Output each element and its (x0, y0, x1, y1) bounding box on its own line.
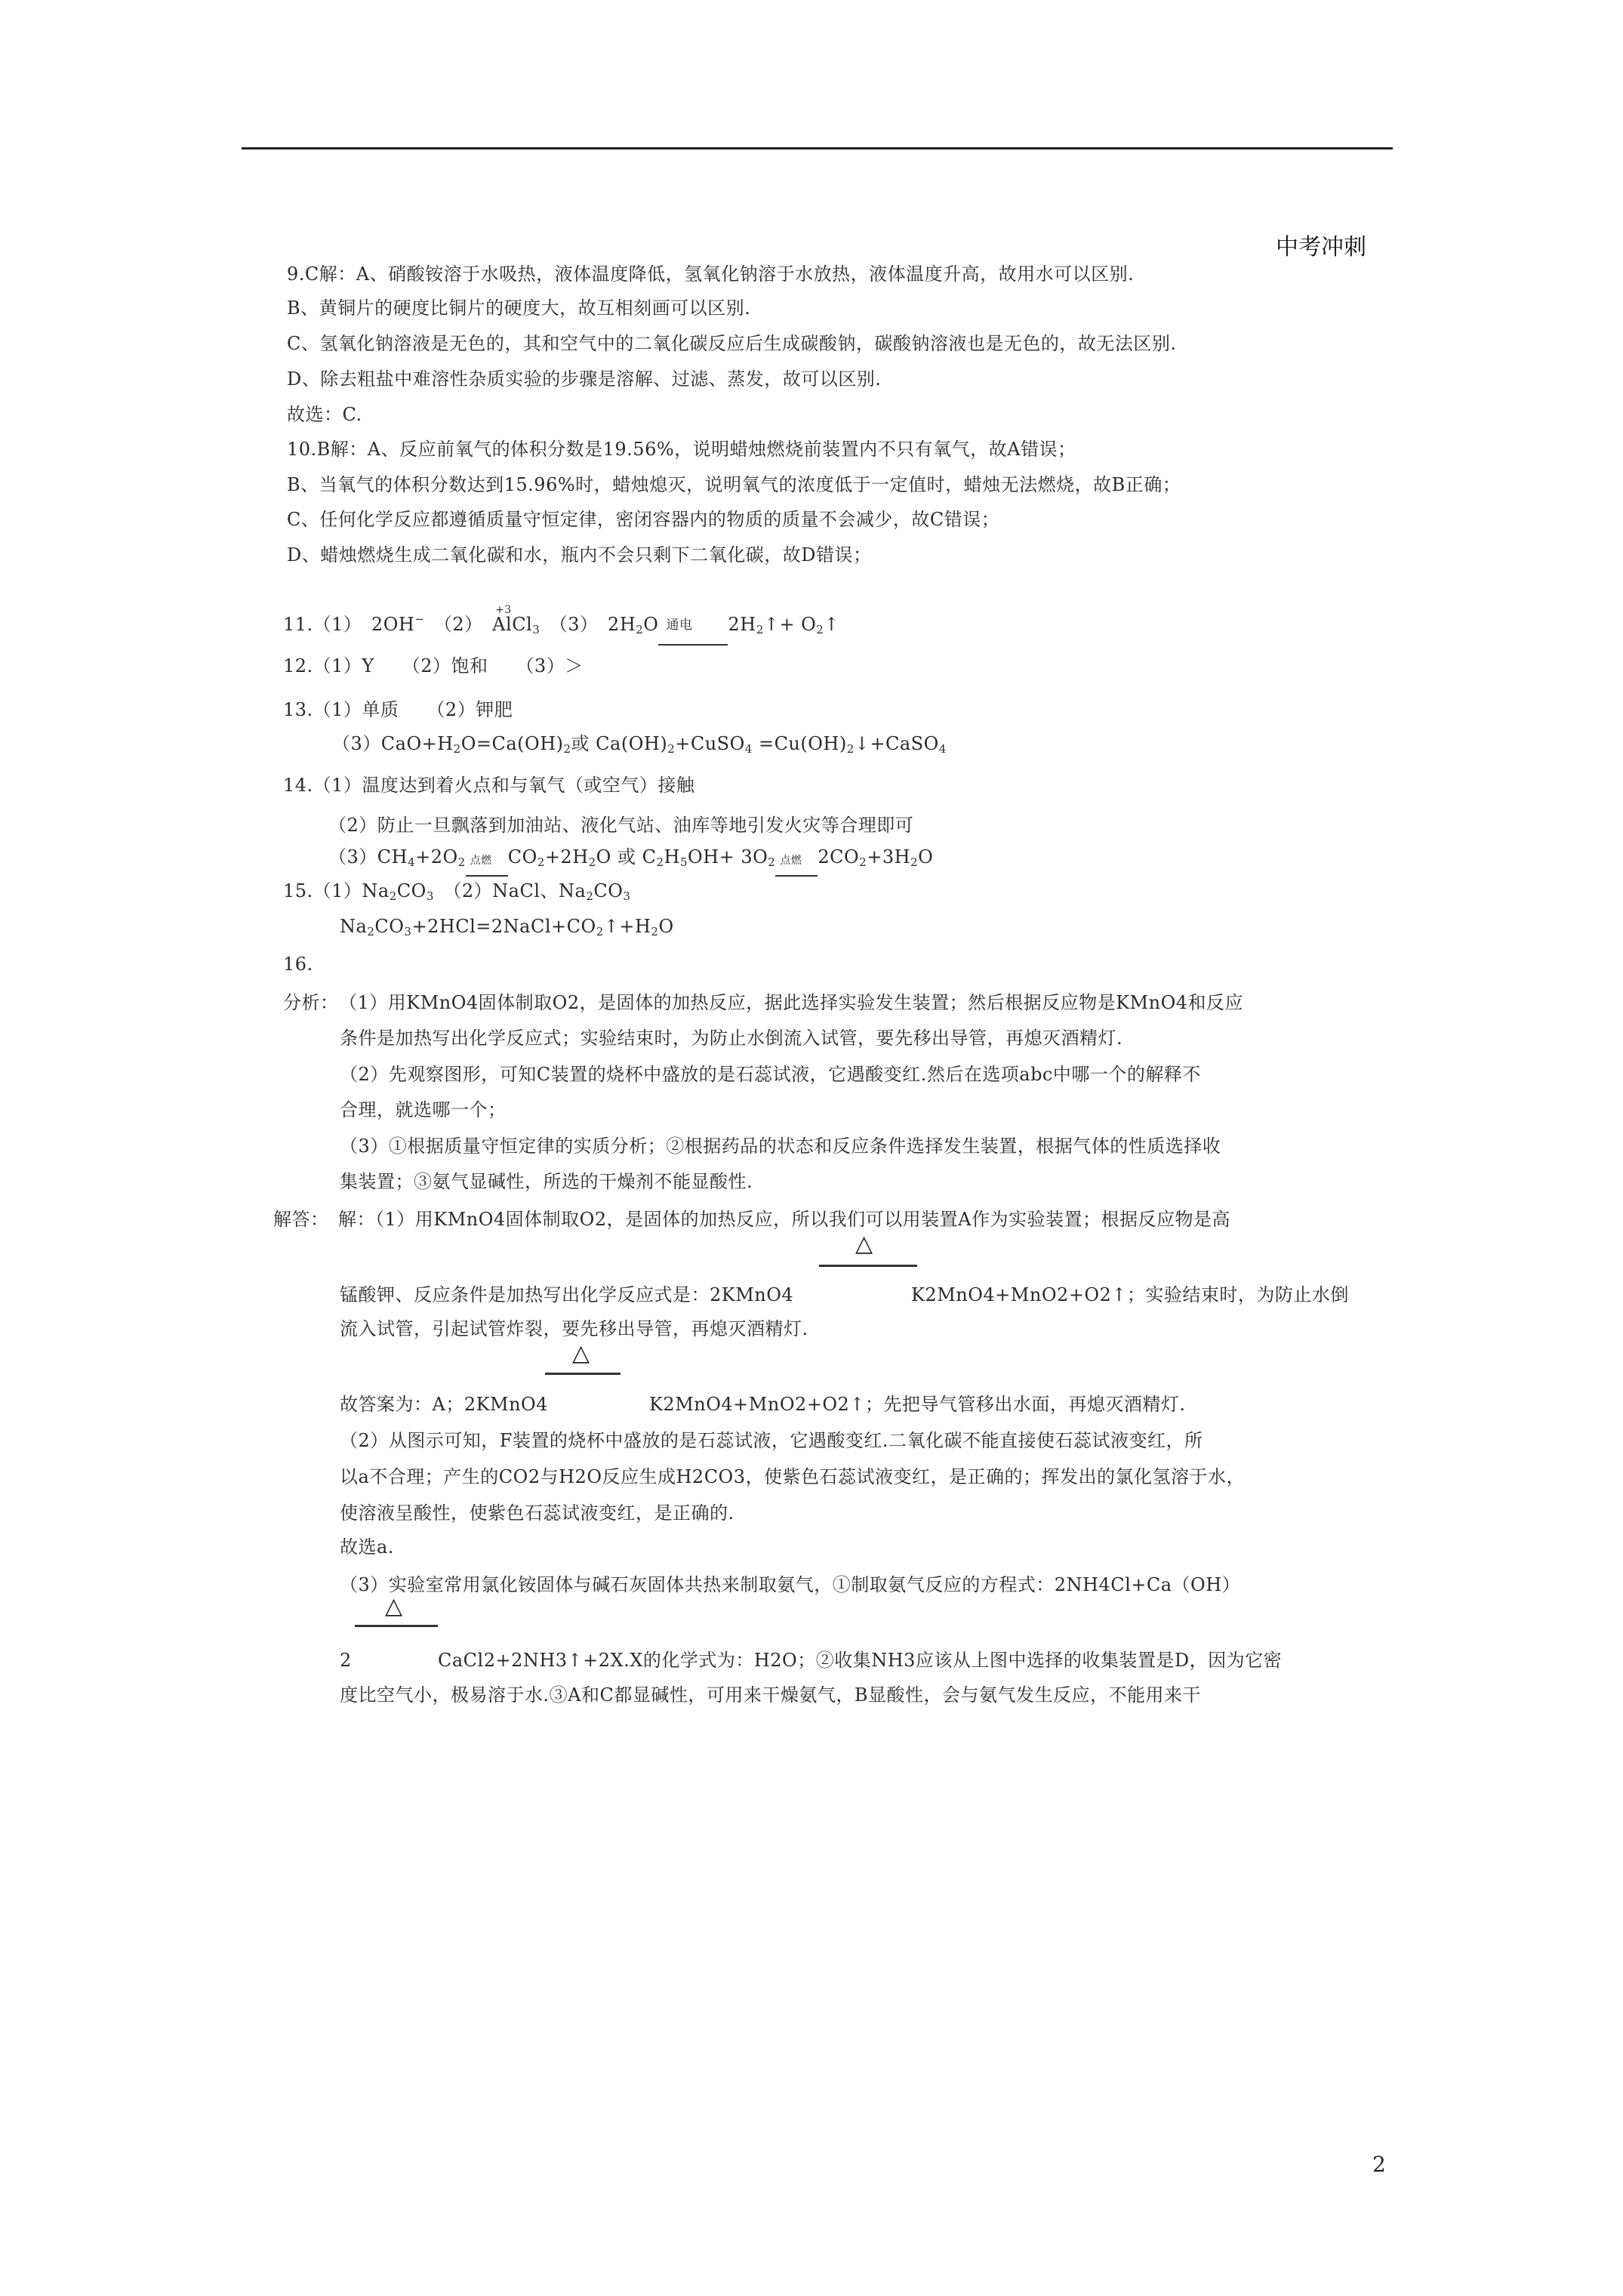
text-line: 故选：C. (287, 404, 362, 425)
answer-15: $15.(1)Na_2CO_3$ （2）NaCl、$Na_2CO_3$ (283, 880, 631, 903)
text-line: D、蜡烛燃烧生成二氧化碳和水，瓶内不会只剩下二氧化碳，故D错误； (287, 544, 872, 566)
answer-15-equation: $Na_2CO_3+2HCl=2NaCl+CO_2↑+H_2O$ (340, 916, 674, 938)
solution-line: 锰酸钾、反应条件是加热写出化学反应式是：2KMnO4 (340, 1284, 794, 1305)
text-line: B、当氧气的体积分数达到15.96%时，蜡烛熄灭，说明氧气的浓度低于一定值时，蜡烛无法燃烧，故B正确； (287, 474, 1181, 495)
solution-line: 2 (340, 1650, 352, 1671)
analysis-line: 集装置；③氨气显碱性，所选的干燥剂不能显酸性. (340, 1171, 753, 1192)
solution-line: 度比空气小，极易溶于水.③A和C都显碱性，可用来干燥氨气，B显酸性，会与氨气发生反应，不能用来干 (340, 1684, 1201, 1706)
answer-14-2: （2）防止一旦飘落到加油站、液化气站、油库等地引发火灾等合理即可 (328, 815, 914, 836)
answer-14: 14.（1）温度达到着火点和与氧气（或空气）接触 (283, 775, 695, 796)
text-line: B、黄铜片的硬度比铜片的硬度大，故互相刻画可以区别. (287, 297, 751, 319)
analysis-line: 合理，就选哪一个； (340, 1099, 507, 1120)
solution-line: K2MnO4+MnO2+O2↑；实验结束时，为防止水倒 (911, 1284, 1349, 1305)
text-line: D、除去粗盐中难溶性杂质实验的步骤是溶解、过滤、蒸发，故可以区别. (287, 368, 882, 390)
solution-line: 故选a. (340, 1536, 394, 1558)
solution-line: K2MnO4+MnO2+O2↑；先把导气管移出水面，再熄灭酒精灯. (649, 1394, 1186, 1415)
answer-13: 13.（1）单质 （2）钾肥 (283, 699, 513, 720)
equation-bar (355, 1625, 438, 1627)
solution-line: 解答： 解：（1）用KMnO4固体制取O2，是固体的加热反应，所以我们可以用装置A作为实验装置；根据反应物是高 (273, 1209, 1230, 1230)
answer-12: 12.（1）Y （2）饱和 （3）＞ (283, 655, 584, 676)
answer-11: 11.（1） 2OH− （2） Al +3 $Cl_3$ （3） $2H_2O$ 通电 $2H_2↑+$ $O_2↑$ (283, 608, 839, 641)
solution-line: （3）实验室常用氯化铵固体与碱石灰固体共热来制取氨气，①制取氨气反应的方程式：2NH4Cl+Ca（OH） (340, 1574, 1241, 1595)
text-line: 9.C解：A、硝酸铵溶于水吸热，液体温度降低，氢氧化钠溶于水放热，液体温度升高，故用水可以区别. (287, 264, 1135, 285)
solution-line: CaCl2+2NH3↑+2X.X的化学式为：H2O；②收集NH3应该从上图中选择的收集装置是D，因为它密 (438, 1650, 1283, 1671)
equation-bar (545, 1373, 621, 1375)
heat-triangle-symbol: △ (385, 1593, 403, 1620)
solution-line: 以a不合理；产生的CO2与H2O反应生成H2CO3，使紫色石蕊试液变红，是正确的；挥发出的氯化氢溶于水， (340, 1466, 1245, 1487)
answer-13-equation: $(3)CaO+H_2O=Ca(OH)_2$或 $Ca(OH)_2+CuSO_4$ $=Cu(OH)_2↓+CaSO_4$ (332, 733, 947, 756)
solution-line: （2）从图示可知，F装置的烧杯中盛放的是石蕊试液，它遇酸变红.二氧化碳不能直接使石蕊试液变红，所 (340, 1430, 1203, 1451)
analysis-line: 分析： （1）用KMnO4固体制取O2，是固体的加热反应，据此选择实验发生装置；然后根据反应物是KMnO4和反应 (283, 992, 1244, 1013)
text-line: C、氢氧化钠溶液是无色的，其和空气中的二氧化碳反应后生成碳酸钠，碳酸钠溶液也是无色的，故无法区别. (287, 333, 1177, 354)
heat-triangle-symbol: △ (855, 1231, 873, 1257)
text-line: C、任何化学反应都遵循质量守恒定律，密闭容器内的物质的质量不会减少，故C错误； (287, 509, 1000, 530)
text-line: 10.B解：A、反应前氧气的体积分数是19.56%，说明蜡烛燃烧前装置内不只有氧气，故A错误； (287, 439, 1076, 460)
answer-16: 16. (283, 954, 313, 975)
answer-14-equation: $(3)CH_4+2O_2$ 点燃 $CO_2+2H_2O$ 或 $C_2H_5OH+ 3O_2$ 点燃 $2CO_2+3H_2O$ (328, 846, 933, 874)
solution-line: 故答案为：A；2KMnO4 (340, 1394, 549, 1415)
solution-line: 使溶液呈酸性，使紫色石蕊试液变红，是正确的. (340, 1502, 735, 1524)
analysis-line: （2）先观察图形，可知C装置的烧杯中盛放的是石蕊试液，它遇酸变红.然后在选项abc中哪一个的解释不 (340, 1064, 1201, 1085)
header-tag: 中考冲刺 (1276, 234, 1366, 260)
heat-triangle-symbol: △ (572, 1340, 590, 1367)
analysis-line: 条件是加热写出化学反应式；实验结束时，为防止水倒流入试管，要先移出导管，再熄灭酒精灯. (340, 1028, 1123, 1049)
solution-line: 流入试管，引起试管炸裂，要先移出导管，再熄灭酒精灯. (340, 1318, 808, 1339)
equation-bar (819, 1265, 917, 1267)
page-number: 2 (1372, 2152, 1386, 2177)
analysis-line: （3）①根据质量守恒定律的实质分析；②根据药品的状态和反应条件选择发生装置，根据气体的性质选择收 (340, 1136, 1221, 1157)
